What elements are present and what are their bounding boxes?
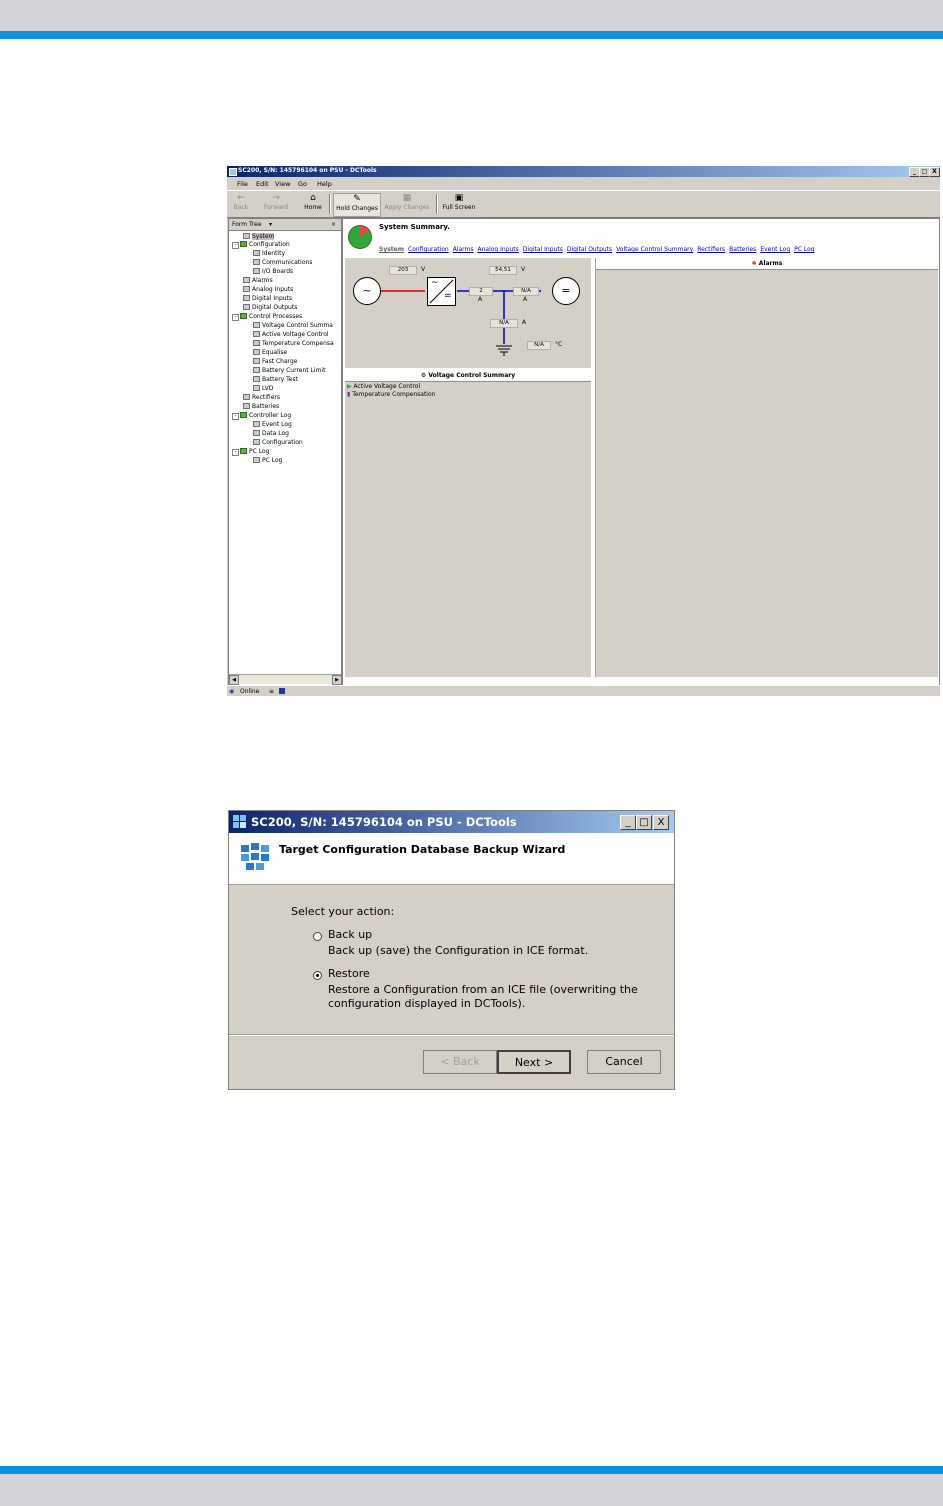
form-icon: [243, 403, 250, 409]
tree-item-equalise[interactable]: Equalise: [253, 349, 287, 357]
voltage-control-summary-panel: [345, 370, 591, 677]
button-divider: [229, 1034, 674, 1036]
ac-source-icon: ~: [353, 277, 381, 305]
forward-arrow-icon: →: [272, 193, 280, 203]
form-icon: [243, 233, 250, 239]
tree-item-pc-log[interactable]: PC Log: [253, 457, 282, 465]
home-button[interactable]: [301, 193, 325, 215]
status-bar: [227, 685, 940, 696]
tree-item-rectifiers[interactable]: Rectifiers: [243, 394, 280, 402]
form-icon: [253, 376, 260, 382]
folder-icon: [240, 412, 247, 418]
tree-item-identity[interactable]: Identity: [253, 250, 285, 258]
home-icon: ⌂: [310, 193, 316, 203]
online-icon: ◉: [229, 688, 235, 695]
back-arrow-icon: ←: [237, 193, 245, 203]
hold-changes-button[interactable]: [333, 193, 381, 217]
menu-go[interactable]: Go: [298, 180, 308, 188]
pie-chart-icon: [348, 225, 372, 249]
form-tree-header: [229, 219, 341, 231]
battery-temperature-unit: °C: [555, 341, 563, 348]
menu-bar: [227, 177, 940, 190]
load-current-value: N/A: [513, 287, 539, 296]
back-button[interactable]: [231, 193, 251, 215]
full-screen-label: Full Screen: [442, 204, 476, 211]
link-digital-outputs[interactable]: Digital Outputs: [566, 246, 613, 253]
form-icon: [253, 457, 260, 463]
status-divider-icon: ≡: [269, 688, 275, 695]
menu-file[interactable]: File: [237, 180, 248, 188]
app-icon: [229, 168, 237, 176]
tree-item-pc-log-folder[interactable]: - PC Log: [232, 448, 269, 456]
tree-item-configuration[interactable]: - Configuration: [232, 241, 290, 249]
system-summary-pane: [342, 218, 940, 686]
form-icon: [243, 277, 250, 283]
wizard-title-bar: [229, 811, 674, 833]
form-icon: [253, 331, 260, 337]
forward-button[interactable]: [261, 193, 291, 215]
collapse-icon[interactable]: -: [232, 242, 239, 249]
thermometer-icon: ▮: [347, 391, 351, 398]
back-label: Back: [233, 204, 249, 211]
form-icon: [243, 286, 250, 292]
restore-option-description: Restore a Configuration from an ICE file (overwriting the configuration displayed in DCTools).: [328, 983, 638, 1010]
ac-voltage-value: 203: [389, 266, 417, 275]
form-icon: [253, 358, 260, 364]
form-icon: [243, 304, 250, 310]
link-event-log[interactable]: Event Log: [760, 246, 791, 253]
menu-view[interactable]: View: [275, 180, 291, 188]
link-analog-inputs[interactable]: Analog Inputs: [477, 246, 519, 253]
alarm-bell-icon: ✱: [751, 260, 759, 267]
folder-icon: [240, 448, 247, 454]
dc-voltage-unit: V: [521, 266, 526, 273]
home-label: Home: [304, 204, 322, 211]
load-current-unit: A: [523, 296, 528, 303]
radio-selected-dot: [316, 974, 319, 977]
restore-option-label[interactable]: Restore: [328, 967, 370, 980]
collapse-icon[interactable]: -: [232, 449, 239, 456]
page-footer-rule: [0, 1466, 943, 1474]
tree-item-control-processes[interactable]: - Control Processes: [232, 313, 302, 321]
tree-item-io-boards[interactable]: I/O Boards: [253, 268, 293, 276]
tree-item-digital-outputs[interactable]: Digital Outputs: [243, 304, 297, 312]
maximize-button[interactable]: □: [636, 815, 652, 830]
voltage-control-icon: ⚙: [420, 372, 429, 379]
form-tree-title[interactable]: Form Tree: [232, 221, 262, 228]
tree-item-system[interactable]: System: [243, 233, 274, 241]
chevron-down-icon[interactable]: ▾: [269, 221, 273, 228]
dctools-main-window: [227, 166, 940, 696]
apply-changes-icon: ▦: [402, 193, 412, 203]
action-prompt: Select your action:: [291, 905, 395, 918]
rectifier-current-value: 2: [469, 287, 493, 296]
alarms-header: ✱ Alarms: [596, 258, 938, 270]
tree-item-lvd[interactable]: LVD: [253, 385, 273, 393]
link-system[interactable]: System: [379, 246, 404, 253]
link-digital-inputs[interactable]: Digital Inputs: [522, 246, 563, 253]
vcs-item-active-voltage-control[interactable]: ▶ Active Voltage Control: [347, 383, 421, 390]
tree-item-digital-inputs[interactable]: Digital Inputs: [243, 295, 292, 303]
form-icon: [253, 430, 260, 436]
converter-dc-glyph: =: [444, 291, 452, 301]
battery-current-value: N/A: [490, 319, 518, 328]
form-icon: [253, 385, 260, 391]
form-icon: [253, 421, 260, 427]
tree-item-batteries[interactable]: Batteries: [243, 403, 279, 411]
battery-temperature-value: N/A: [527, 341, 551, 350]
database-grid-icon: [241, 843, 271, 871]
next-button[interactable]: Next >: [497, 1050, 571, 1074]
form-icon: [253, 439, 260, 445]
form-tree-panel: [228, 218, 342, 686]
title-bar: [227, 166, 940, 177]
rectifier-current-unit: A: [478, 296, 483, 303]
vcs-item-temperature-compensation[interactable]: ▮ Temperature Compensation: [347, 391, 436, 398]
tree-item-communications[interactable]: Communications: [253, 259, 312, 267]
tree-item-alarms[interactable]: Alarms: [243, 277, 273, 285]
dc-load-icon: =: [552, 277, 580, 305]
tree-item-analog-inputs[interactable]: Analog Inputs: [243, 286, 293, 294]
link-pc-log[interactable]: PC Log: [794, 246, 815, 253]
status-online: Online: [240, 688, 260, 695]
form-icon: [253, 259, 260, 265]
form-icon: [253, 322, 260, 328]
form-icon: [253, 250, 260, 256]
maximize-button[interactable]: □: [919, 167, 930, 177]
tree-item-fast-charge[interactable]: Fast Charge: [253, 358, 298, 366]
power-system-diagram: [345, 258, 591, 368]
battery-current-unit: A: [522, 319, 527, 326]
summary-title: System Summary.: [379, 223, 450, 231]
form-icon: [253, 349, 260, 355]
tree-item-battery-test[interactable]: Battery Test: [253, 376, 298, 384]
link-batteries[interactable]: Batteries: [729, 246, 757, 253]
apply-changes-button[interactable]: [382, 193, 432, 215]
folder-icon: [240, 241, 247, 247]
wizard-header: [229, 833, 674, 885]
page-header-rule: [0, 31, 943, 39]
link-alarms[interactable]: Alarms: [452, 246, 474, 253]
full-screen-button[interactable]: [440, 193, 478, 215]
form-icon: [253, 367, 260, 373]
tree-item-active-voltage-control[interactable]: Active Voltage Control: [253, 331, 329, 339]
tree-item-voltage-control-summary[interactable]: Voltage Control Summa: [253, 322, 333, 330]
apply-changes-label: Apply Changes: [384, 204, 430, 211]
toolbar: [227, 190, 940, 218]
page-footer-band: [0, 1474, 943, 1506]
tree-item-event-log[interactable]: Event Log: [253, 421, 292, 429]
tree-item-data-log[interactable]: Data Log: [253, 430, 289, 438]
toolbar-separator: [329, 194, 331, 214]
hold-changes-label: Hold Changes: [336, 205, 378, 212]
tree-item-controller-log[interactable]: - Controller Log: [232, 412, 291, 420]
menu-help[interactable]: Help: [317, 180, 332, 188]
voltage-control-summary-header: ⚙ Voltage Control Summary: [345, 370, 591, 382]
forward-label: Forward: [263, 204, 289, 211]
play-icon: ▶: [347, 383, 352, 390]
form-tree-hscrollbar[interactable]: [229, 674, 341, 684]
tree-item-temperature-compensation[interactable]: Temperature Compensa: [253, 340, 334, 348]
hold-changes-icon: ✎: [353, 194, 361, 204]
minimize-button[interactable]: _: [620, 815, 636, 830]
toolbar-separator: [436, 194, 438, 214]
minimize-button[interactable]: _: [909, 167, 920, 177]
menu-edit[interactable]: Edit: [256, 180, 269, 188]
status-indicator-icon: [279, 688, 285, 694]
form-tree-close-icon[interactable]: ×: [331, 221, 337, 228]
link-rectifiers[interactable]: Rectifiers: [697, 246, 726, 253]
app-icon: [233, 815, 246, 828]
form-icon: [253, 340, 260, 346]
summary-links: [379, 246, 819, 253]
diagram-wiring: [345, 258, 591, 368]
backup-option-description: Back up (save) the Configuration in ICE format.: [328, 944, 589, 957]
rectifier-converter-icon: [427, 277, 456, 306]
window-title: SC200, S/N: 145796104 on PSU - DCTools: [238, 167, 377, 174]
tree-item-log-configuration[interactable]: Configuration: [253, 439, 303, 447]
close-button[interactable]: X: [653, 815, 669, 830]
collapse-icon[interactable]: -: [232, 413, 239, 420]
dc-voltage-value: 54,51: [489, 266, 517, 275]
converter-ac-glyph: ~: [431, 278, 439, 288]
cancel-button[interactable]: Cancel: [587, 1050, 661, 1074]
collapse-icon[interactable]: -: [232, 314, 239, 321]
link-voltage-control-summary[interactable]: Voltage Control Summary: [616, 246, 694, 253]
form-icon: [253, 268, 260, 274]
close-button[interactable]: X: [929, 167, 940, 177]
restore-radio[interactable]: [313, 971, 322, 980]
wizard-heading: Target Configuration Database Backup Wizard: [279, 843, 566, 856]
full-screen-icon: ▣: [454, 193, 464, 203]
form-icon: [243, 394, 250, 400]
tree-item-battery-current-limit[interactable]: Battery Current Limit: [253, 367, 325, 375]
form-icon: [243, 295, 250, 301]
back-button[interactable]: < Back: [423, 1050, 497, 1074]
alarms-panel: [595, 258, 938, 677]
scroll-right-icon[interactable]: ▶: [332, 675, 342, 685]
wizard-window-title: SC200, S/N: 145796104 on PSU - DCTools: [251, 815, 517, 829]
backup-radio[interactable]: [313, 932, 322, 941]
folder-icon: [240, 313, 247, 319]
ac-voltage-unit: V: [421, 266, 426, 273]
scroll-left-icon[interactable]: ◀: [229, 675, 239, 685]
backup-option-label[interactable]: Back up: [328, 928, 373, 941]
page-header-band: [0, 0, 943, 31]
backup-wizard-window: [228, 810, 675, 1090]
link-configuration[interactable]: Configuration: [408, 246, 449, 253]
